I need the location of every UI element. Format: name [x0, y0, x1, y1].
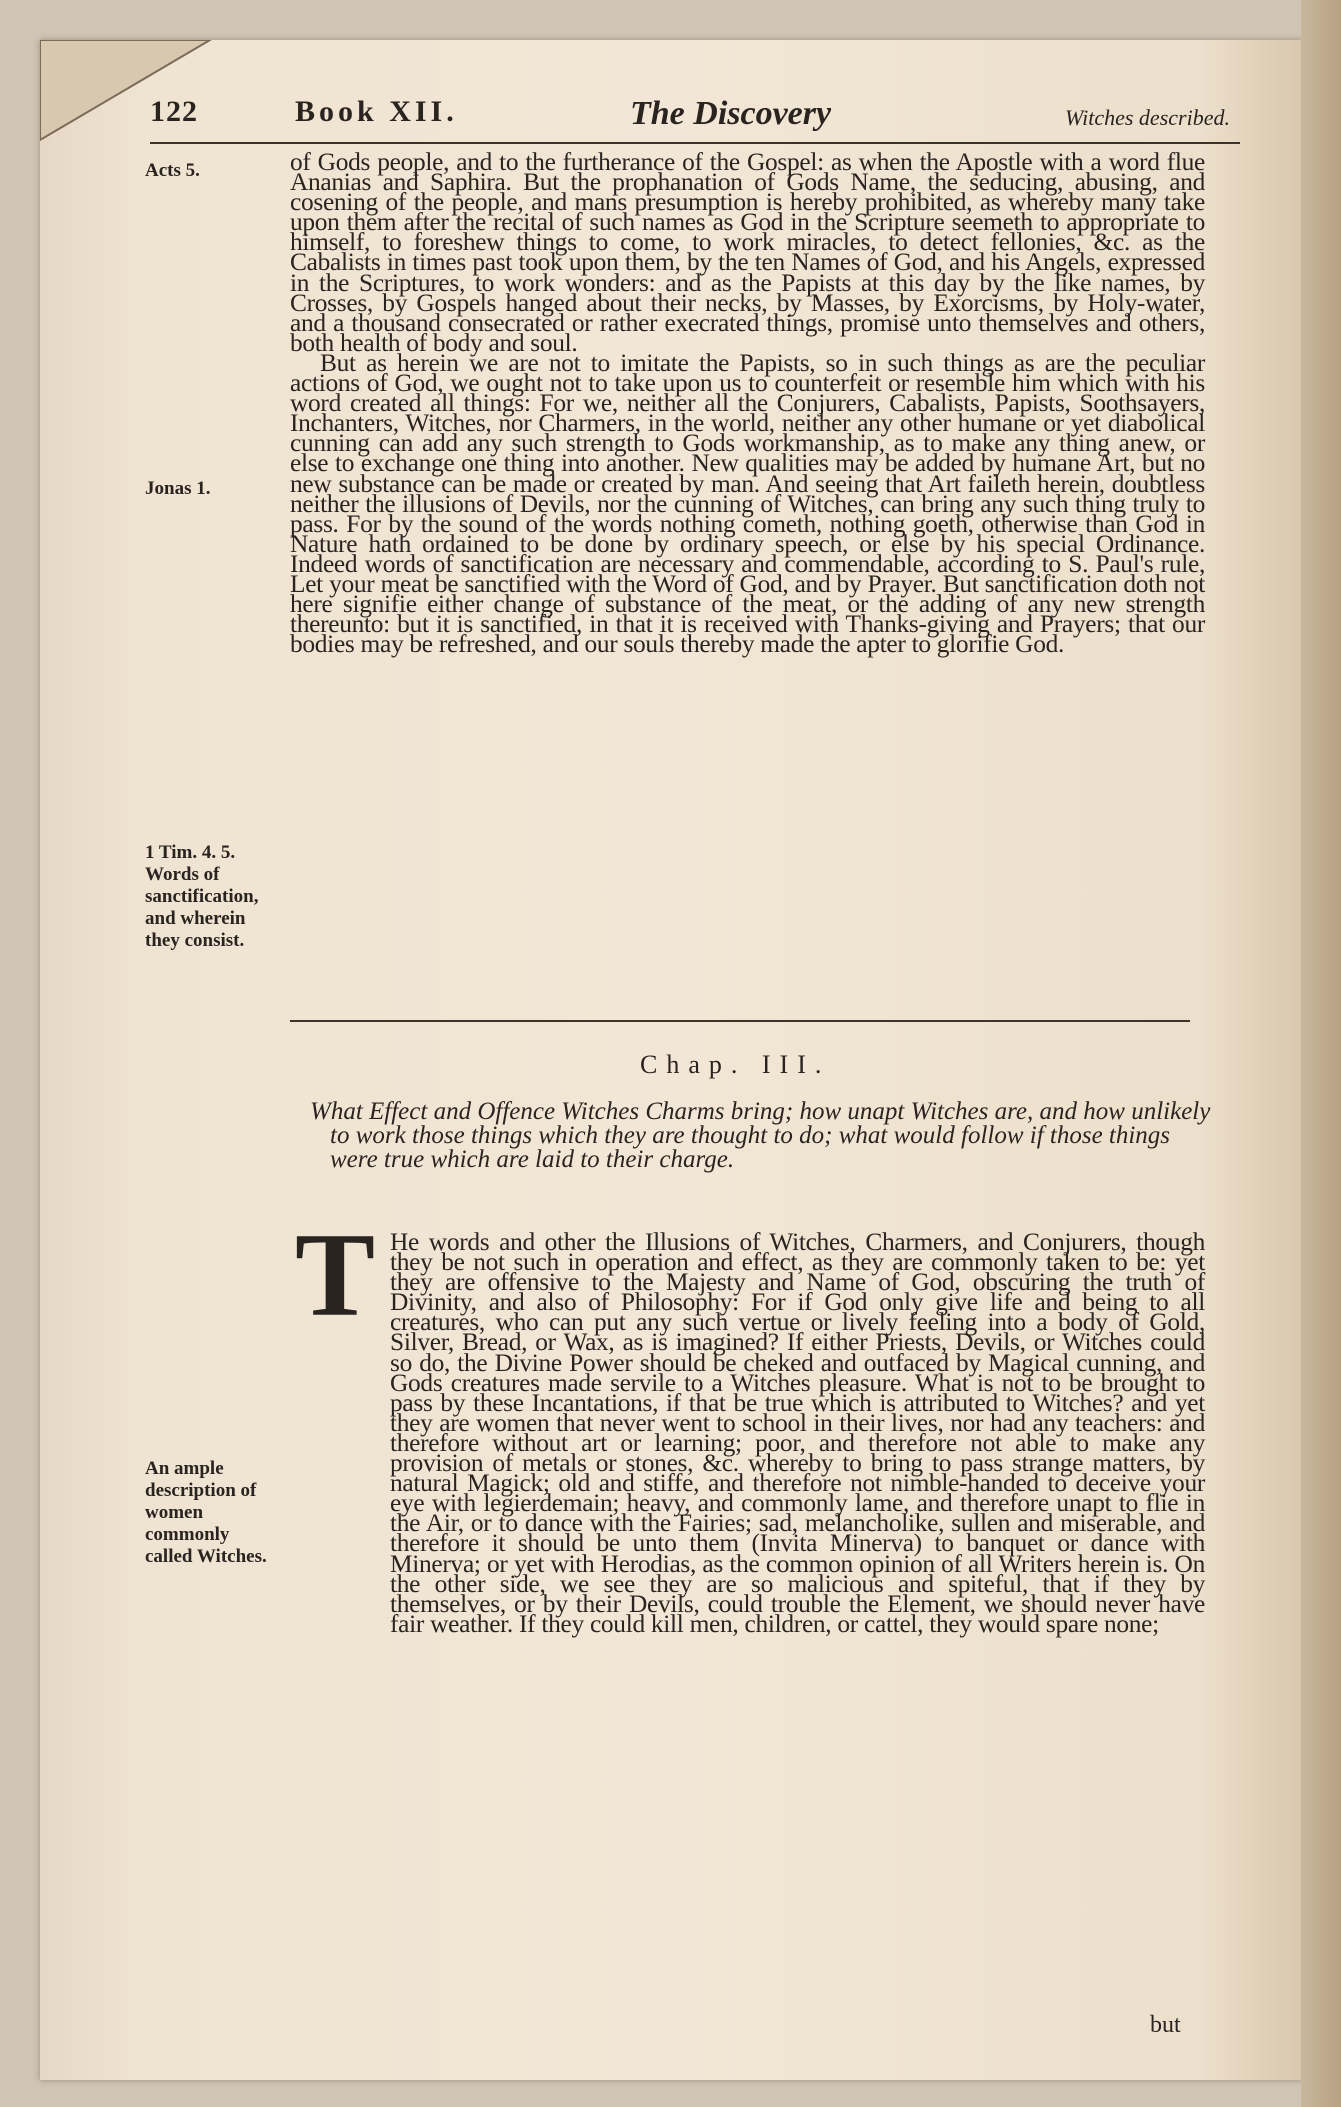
running-head: Witches described. [1065, 105, 1230, 130]
page-number: 122 [150, 95, 198, 128]
text-block-2a [390, 1228, 1205, 1638]
paragraph-1: of Gods people, and to the furtherance of the Gospel: as when the Apostle with a word flue Ananias and Saphira. But the prophanation of Gods Name, the seducing, abusing, and cosening of the people, and mans presumption is hereby prohibited, as whereby many take upon them after the recital of such names as God in the Scripture seemeth to appropriate to himself, to foreshew things to come, to work miracles, to detect fellonies, &c. as the Cabalists in times past took upon them, by the ten Names of God, and his Angels, expressed in the Scriptures, to work wonders: and as the Papists at this day by the like names, by Crosses, by Gospels hanged about their necks, by Masses, by Exorcisms, by Holy-water, and a thousand consecrated or rather execrated things, promise unto themselves and others, both health of body and soul. [290, 148, 1205, 357]
chapter-argument: What Effect and Offence Witches Charms bring; how unapt Witches are, and how unlikely to work those things which they are thought to do; what would follow if those things were true which are laid to their charge. [310, 1098, 1211, 1173]
header-rule [150, 142, 1240, 144]
page-title: The Discovery [630, 95, 832, 132]
page-edge [1301, 0, 1341, 2107]
catchword: but [1150, 2012, 1181, 2038]
margin-note-witches: An ample description of women commonly called Witches. [145, 1458, 267, 1567]
page-header [150, 95, 1260, 135]
margin-note-jonas: Jonas 1. [145, 478, 211, 499]
chapter-heading: Chap. III. [640, 1050, 831, 1079]
drop-capital: T [295, 1208, 376, 1341]
section-rule [290, 1020, 1190, 1022]
margin-note-tim: 1 Tim. 4. 5. Words of sanctification, and wherein they consist. [145, 842, 259, 951]
margin-note-acts: Acts 5. [145, 160, 200, 181]
text-block-1 [290, 148, 1205, 659]
paragraph-3: He words and other the Illusions of Witches, Charmers, and Conjurers, though they be not such in operation and effect, as they are commonly taken to be: yet they are offensive to the Majesty and Name of God, obscuring the truth of Divinity, and also of Philosophy: For if God only give life and being to all creatures, who can put any such vertue or lively feeling into a body of Gold, Silver, Bread, or Wax, as is imagined? If either Priests, Devils, or Witches could so do, the Divine Power should be cheked and outfaced by Magical cunning, and Gods creatures made servile to a Witches pleasure. What is not to be brought to pass by these Incantations, if that be true which is attributed to Witches? and yet they are women that never went to school in their lives, nor had any teachers: and therefore without art or learning; poor, and therefore not able to make any provision of metals or stones, &c. whereby to bring to pass strange matters, by natural Magick; old and stiffe, and therefore not nimble-handed to deceive your eye with legierdemain; heavy, and commonly lame, and therefore unapt to flie in the Air, or to dance with the Fairies; sad, melancholike, sullen and miserable, and therefore it should be unto them (Invita Minerva) to banquet or dance with Minerva; or yet with Herodias, as the common opinion of all Writers herein is. On the other side, we see they are so malicious and spiteful, that if they by themselves, or by their Devils, could trouble the Element, we should never have fair weather. If they could kill men, children, or cattel, they would spare none; [390, 1228, 1205, 1638]
paragraph-2: But as herein we are not to imitate the Papists, so in such things as are the peculiar actions of God, we ought not to take upon us to counterfeit or resemble him which with his word created all things: For we, neither all the Conjurers, Cabalists, Papists, Soothsayers, Inchanters, Witches, nor Charmers, in the world, neither any other humane or yet diabolical cunning can add any such strength to Gods workmanship, as to make any thing anew, or else to exchange one thing into another. New qualities may be added by humane Art, but no new substance can be made or created by man. And seeing that Art faileth herein, doubtless neither the illusions of Devils, nor the cunning of Witches, can bring any such thing truly to pass. For by the sound of the words nothing cometh, nothing goeth, otherwise than God in Nature hath ordained to be done by ordinary speech, or else by his special Ordinance. Indeed words of sanctification are necessary and commendable, according to S. Paul's rule, Let your meat be sanctified with the Word of God, and by Prayer. But sanctification doth not here signifie either change of substance of the meat, or the adding of any new strength thereunto: but it is sanctified, in that it is received with Thanks-giving and Prayers; that our bodies may be refreshed, and our souls thereby made the apter to glorifie God. [290, 348, 1205, 659]
book-label: Book XII. [295, 95, 458, 128]
